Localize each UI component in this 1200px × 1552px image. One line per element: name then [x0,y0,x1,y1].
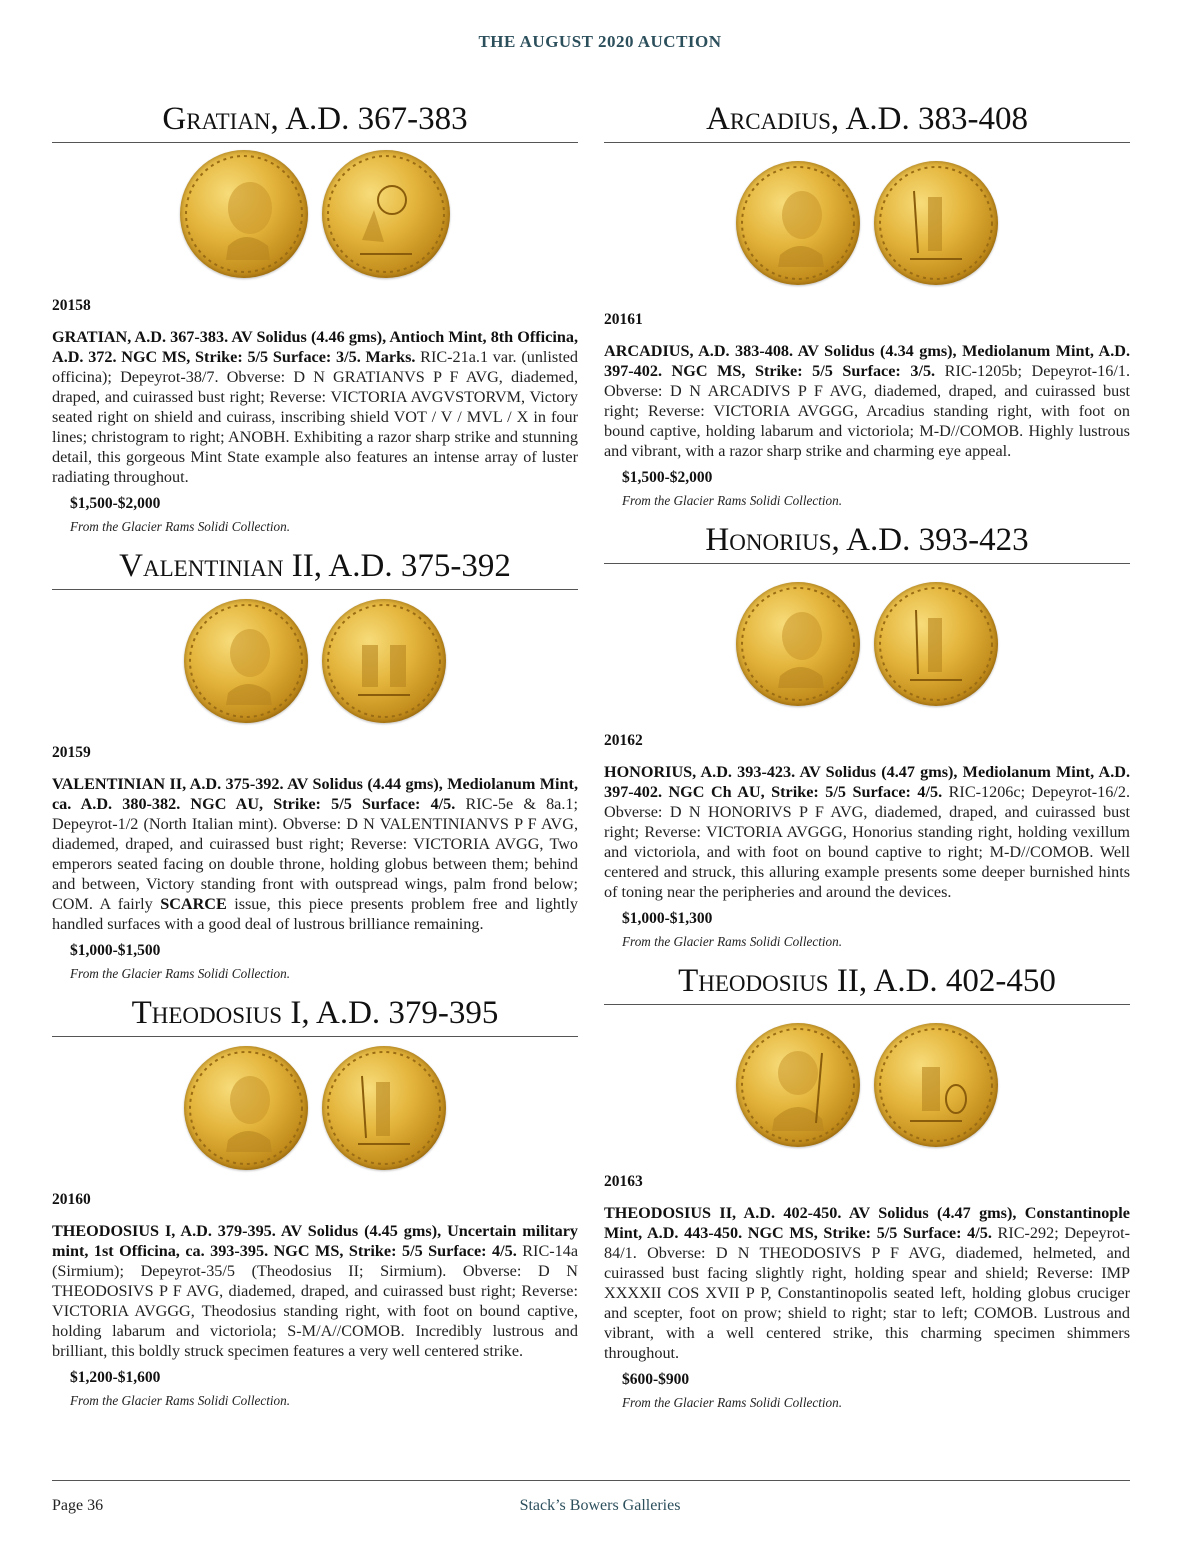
coin-reverse-image [322,150,450,278]
auction-header: THE AUGUST 2020 AUCTION [478,32,722,51]
coin-images [52,1043,578,1173]
coin-reverse-image [322,1046,446,1170]
ruler-heading: Gratian, A.D. 367-383 [52,100,578,143]
ruler-heading: Arcadius, A.D. 383-408 [604,100,1130,143]
lot-description [52,774,578,934]
ruler-heading: Theodosius I, A.D. 379-395 [52,994,578,1037]
lot-number: 20161 [604,311,643,328]
publisher-name: Stack’s Bowers Galleries [519,1497,681,1514]
lot-section-20163 [604,962,1130,1411]
lot-section-20161 [604,100,1130,509]
lot-description [604,762,1130,902]
coin-obverse-image [180,150,308,278]
lot-description [52,1221,578,1361]
coin-images [604,1015,1130,1155]
page-number: Page 36 [52,1497,104,1514]
lot-estimate: $1,000-$1,500 [70,942,161,959]
lot-estimate: $600-$900 [622,1371,690,1388]
coin-reverse-image [874,582,998,706]
lot-estimate: $1,000-$1,300 [622,910,713,927]
lot-body: RIC-292; Depeyrot-84/1. Obverse: D N THEODOSIVS P F AVG, diademed, helmeted, and cuirassed bust facing slightly right, holding spear and shield; Reverse: IMP XXXXII COS XVII P P, Constantinopolis seated left, holding globus cruciger and scepter, foot on prow; shield to right; star to left; COMOB. Lustrous and vibrant, with a well centered strike, this charming specimen shimmers throughout. [604,1224,1130,1362]
lot-title: HONORIUS, A.D. 393-423. AV Solidus (4.47 gms), Mediolanum Mint, A.D. 397-402. NGC Ch AU, Strike: 5/5 Surface: 4/5. [604,763,1130,801]
lot-title: ARCADIUS, A.D. 383-408. AV Solidus (4.34 gms), Mediolanum Mint, A.D. 397-402. NGC MS, Strike: 5/5 Surface: 3/5. [604,342,1130,380]
footer-divider [52,1480,1130,1481]
ruler-heading: Honorius, A.D. 393-423 [604,521,1130,564]
coin-obverse-image [736,1023,860,1147]
lot-description [604,1203,1130,1363]
coin-images [604,574,1130,714]
coin-images [52,149,578,279]
lot-section-20159 [52,547,578,982]
lot-body: RIC-21a.1 var. (unlisted officina); Depeyrot-38/7. Obverse: D N GRATIANVS P F AVG, diademed, draped, and cuirassed bust right; Reverse: VICTORIA AVGVSTORVM, Victory seated right on shield and cuirass, inscribing shield VOT / V / MVL / X in four lines; christogram to right; ANOBH. Exhibiting a razor sharp strike and stunning detail, this gorgeous Mint State example also features an intense array of luster radiating throughout. [52,348,578,486]
coin-obverse-image [736,582,860,706]
lot-number: 20158 [52,297,91,314]
coin-obverse-image [184,599,308,723]
lot-number: 20160 [52,1191,91,1208]
lot-title: GRATIAN, A.D. 367-383. AV Solidus (4.46 gms), Antioch Mint, 8th Officina, A.D. 372. NGC MS, Strike: 5/5 Surface: 3/5. Marks. [52,328,578,366]
lot-number: 20159 [52,744,91,761]
lot-section-20160 [52,994,578,1409]
lot-provenance: From the Glacier Rams Solidi Collection. [622,1395,843,1410]
lot-provenance: From the Glacier Rams Solidi Collection. [70,966,291,981]
lot-body: RIC-14a (Sirmium); Depeyrot-35/5 (Theodosius II; Sirmium). Obverse: D N THEODOSIVS P F AVG, diademed, draped, and cuirassed bust right; Reverse: VICTORIA AVGGG, Theodosius standing right, with foot on bound captive, holding labarum and victoriola; S-M/A//COMOB. Incredibly lustrous and brilliant, this boldly struck specimen features a very well centered strike. [52,1242,579,1360]
lot-provenance: From the Glacier Rams Solidi Collection. [622,934,843,949]
ruler-heading: Valentinian II, A.D. 375-392 [52,547,578,590]
lot-provenance: From the Glacier Rams Solidi Collection. [70,1393,291,1408]
coin-images [604,153,1130,293]
lot-estimate: $1,500-$2,000 [622,469,713,486]
coin-obverse-image [184,1046,308,1170]
lot-provenance: From the Glacier Rams Solidi Collection. [70,519,291,534]
lot-title: THEODOSIUS I, A.D. 379-395. AV Solidus (4.45 gms), Uncertain military mint, 1st Officina, ca. 393-395. NGC MS, Strike: 5/5 Surface: 4/5. [52,1222,578,1260]
lot-section-20162 [604,521,1130,950]
ruler-heading: Theodosius II, A.D. 402-450 [604,962,1130,1005]
lot-number: 20163 [604,1173,643,1190]
coin-images [52,596,578,726]
lot-body-end: issue, this piece presents problem free and lightly handled surfaces with a good deal of lustrous brilliance remaining. [52,895,578,933]
lot-number: 20162 [604,732,643,749]
lot-description [604,341,1130,461]
coin-reverse-image [322,599,446,723]
right-column [604,100,1130,1411]
lot-section-20158 [52,100,578,535]
lot-body: RIC-1206c; Depeyrot-16/2. Obverse: D N HONORIVS P F AVG, diademed, draped, and cuirassed bust right; Reverse: VICTORIA AVGGG, Honorius standing right, holding vexillum and victoriola, and with foot on bound captive to right; M-D//COMOB. Well centered and struck, this alluring example presents some deeper burnished hints of toning near the peripheries and around the devices. [604,783,1130,901]
coin-obverse-image [736,161,860,285]
coin-reverse-image [874,161,998,285]
lot-estimate: $1,500-$2,000 [70,495,161,512]
lot-body: RIC-5e & 8a.1; Depeyrot-1/2 (North Italian mint). Obverse: D N VALENTINIANVS P F AVG, diademed, draped, and cuirassed bust right; Reverse: VICTORIA AVGG, Two emperors seated facing on double throne, holding globus between them; behind and between, Victory standing front with outspread wings, palm frond below; COM. A fairly [52,795,578,913]
lot-title: THEODOSIUS II, A.D. 402-450. AV Solidus (4.47 gms), Constantinople Mint, A.D. 443-450. NGC MS, Strike: 5/5 Surface: 4/5. [604,1204,1130,1242]
left-column [52,100,578,1409]
lot-body: RIC-1205b; Depeyrot-16/1. Obverse: D N ARCADIVS P F AVG, diademed, draped, and cuirassed bust right; Reverse: VICTORIA AVGGG, Arcadius standing right, with foot on bound captive, holding labarum and victoriola; M-D//COMOB. Highly lustrous and vibrant, with a razor sharp strike and charming eye appeal. [604,362,1130,460]
lot-description [52,327,578,487]
coin-reverse-image [874,1023,998,1147]
lot-provenance: From the Glacier Rams Solidi Collection. [622,493,843,508]
lot-estimate: $1,200-$1,600 [70,1369,161,1386]
rarity-note: SCARCE [160,895,227,913]
lot-title: VALENTINIAN II, A.D. 375-392. AV Solidus (4.44 gms), Mediolanum Mint, ca. A.D. 380-382. NGC AU, Strike: 5/5 Surface: 4/5. [52,775,578,813]
